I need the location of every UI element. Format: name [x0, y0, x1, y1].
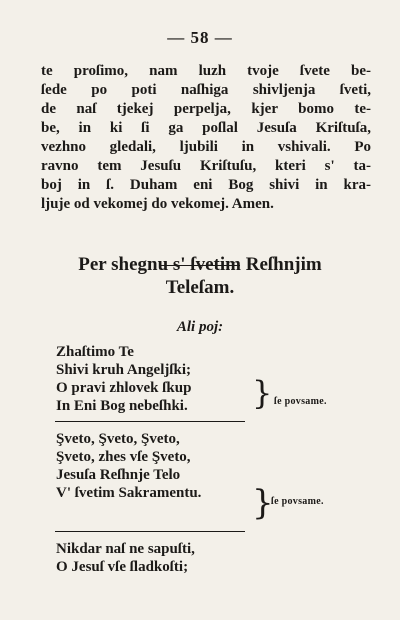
prayer-text — [41, 62, 371, 214]
verse-line: Zhaſtimo Te — [56, 344, 134, 360]
verse-line: Jesuſa Reſhnje Telo — [56, 467, 181, 483]
section-heading — [0, 253, 400, 299]
verse-line: Şveto, zhes vſe Şveto, — [56, 449, 191, 465]
repeat-note: ſe povsame. — [271, 496, 324, 507]
hymn-stanza — [56, 430, 201, 502]
repeat-brace: } — [252, 483, 274, 523]
prayer-line: te proſimo, nam luzh tvoje ſvete be- — [41, 63, 371, 79]
verse-line: O pravi zhlovek ſkup — [56, 380, 192, 396]
prayer-line: de naſ tjekej perpelja, kjer bomo te- — [41, 101, 371, 117]
section-subheading: Ali poj: — [176, 319, 224, 335]
verse-line: Şveto, Şveto, Şveto, — [56, 431, 180, 447]
hymn-stanza — [56, 343, 191, 415]
prayer-line: be, in ki ſi ga poſlal Jesuſa Kriſtuſa, — [41, 120, 371, 136]
prayer-line: boj in ſ. Duham eni Bog shivi in kra- — [41, 177, 371, 193]
verse-line: In Eni Bog nebeſhki. — [56, 398, 188, 414]
prayer-line: ravno tem Jesuſu Kriſtuſu, kteri s' ta- — [41, 158, 371, 174]
stanza-divider — [55, 531, 245, 532]
verse-line: V' ſvetim Sakramentu. — [56, 485, 202, 501]
hymn-stanza — [56, 540, 195, 576]
section-heading-line: Per shegnu s' ſvetim Reſhnjim — [78, 254, 322, 275]
verse-line: Nikdar naſ ne sapuſti, — [56, 541, 195, 557]
verse-line: O Jesuſ vſe ſladkoſti; — [56, 559, 189, 575]
prayer-line: vezhno gledali, ljubili in vshivali. Po — [41, 139, 371, 155]
prayer-line: ſede po poti naſhiga shivljenja ſveti, — [41, 82, 371, 98]
verse-line: Shivi kruh Angeljſki; — [56, 362, 192, 378]
repeat-note: ſe povsame. — [274, 396, 327, 407]
section-heading-line: Teleſam. — [165, 277, 235, 298]
prayer-line: ljuje od vekomej do vekomej. Amen. — [41, 196, 274, 212]
repeat-brace: } — [252, 374, 273, 412]
stanza-divider — [55, 421, 245, 422]
page-number: — 58 — — [167, 28, 233, 47]
